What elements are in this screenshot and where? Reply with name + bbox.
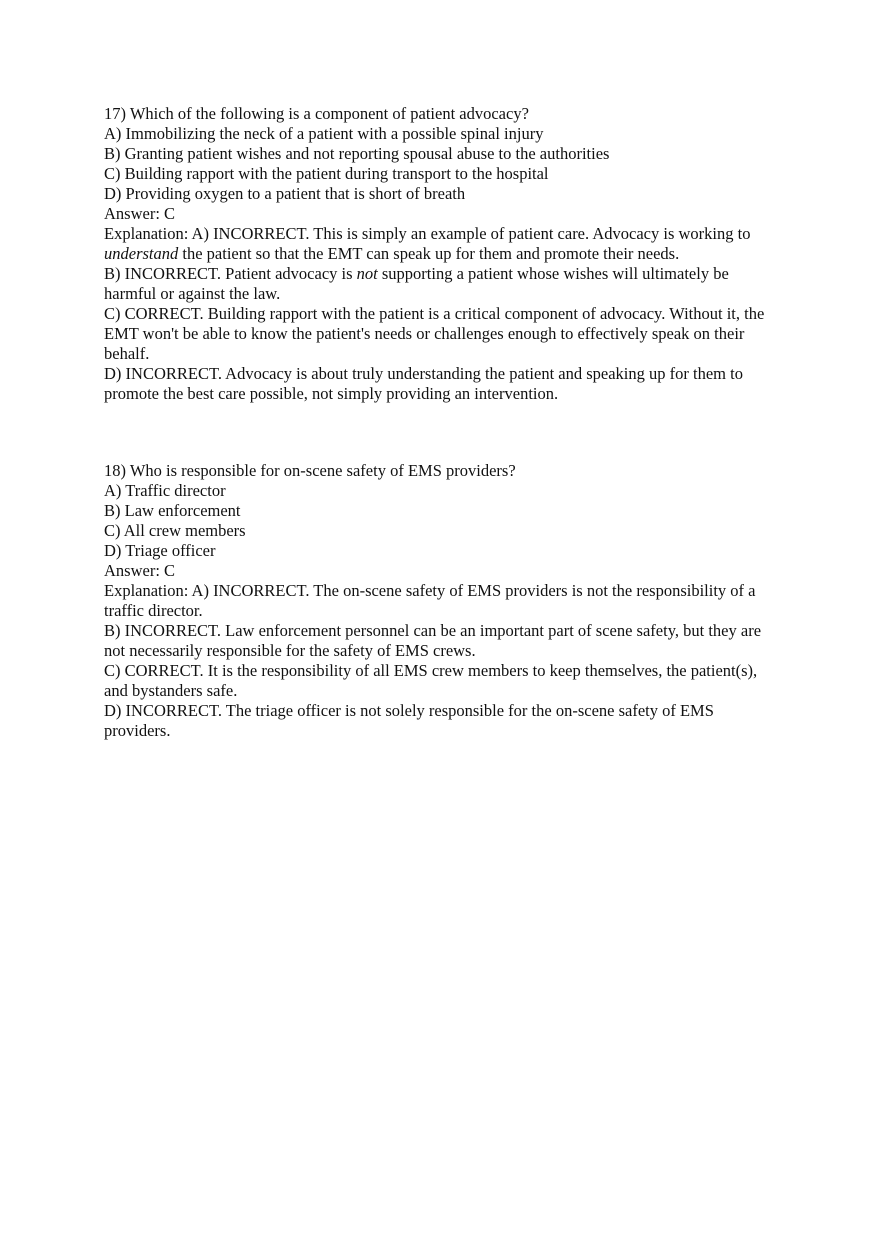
- explanation-b: [104, 264, 784, 304]
- question-stem: 18) Who is responsible for on-scene safety of EMS providers?: [104, 461, 516, 480]
- explanation-b-text-end: supporting a patient whose wishes will ultimately be harmful or against the law.: [104, 264, 729, 303]
- option-b: B) Law enforcement: [104, 501, 241, 520]
- explanation-b-text: B) INCORRECT. Patient advocacy is: [104, 264, 357, 283]
- explanation-a: Explanation: A) INCORRECT. The on-scene safety of EMS providers is not the responsibility of a traffic director.: [104, 581, 756, 620]
- option-c: C) Building rapport with the patient during transport to the hospital: [104, 164, 549, 183]
- question-17: [104, 104, 784, 404]
- explanation-b: B) INCORRECT. Law enforcement personnel can be an important part of scene safety, but they are not necessarily responsible for the safety of EMS crews.: [104, 621, 762, 660]
- explanation-a: [104, 224, 784, 264]
- explanation-a-emphasis: understand: [104, 244, 179, 263]
- option-a: A) Traffic director: [104, 481, 226, 500]
- option-b: B) Granting patient wishes and not reporting spousal abuse to the authorities: [104, 144, 610, 163]
- explanation-c: C) CORRECT. Building rapport with the patient is a critical component of advocacy. Without it, the EMT won't be able to know the patient's needs or challenges enough to effectively speak on their behalf.: [104, 304, 765, 363]
- answer-line: Answer: C: [104, 204, 176, 223]
- explanation-a-text: Explanation: A) INCORRECT. This is simply an example of patient care. Advocacy is working to: [104, 224, 751, 243]
- question-stem: 17) Which of the following is a component of patient advocacy?: [104, 104, 529, 123]
- answer-line: Answer: C: [104, 561, 176, 580]
- option-a: A) Immobilizing the neck of a patient with a possible spinal injury: [104, 124, 544, 143]
- option-d: D) Triage officer: [104, 541, 216, 560]
- explanation-d: D) INCORRECT. The triage officer is not solely responsible for the on-scene safety of EMS providers.: [104, 701, 714, 740]
- option-c: C) All crew members: [104, 521, 246, 540]
- explanation-b-emphasis: not: [356, 264, 378, 283]
- question-18: [104, 461, 784, 741]
- explanation-a-text-end: the patient so that the EMT can speak up for them and promote their needs.: [178, 244, 680, 263]
- explanation-d: D) INCORRECT. Advocacy is about truly understanding the patient and speaking up for them to promote the best care possible, not simply providing an intervention.: [104, 364, 743, 403]
- option-d: D) Providing oxygen to a patient that is short of breath: [104, 184, 466, 203]
- explanation-c: C) CORRECT. It is the responsibility of all EMS crew members to keep themselves, the patient(s), and bystanders safe.: [104, 661, 758, 700]
